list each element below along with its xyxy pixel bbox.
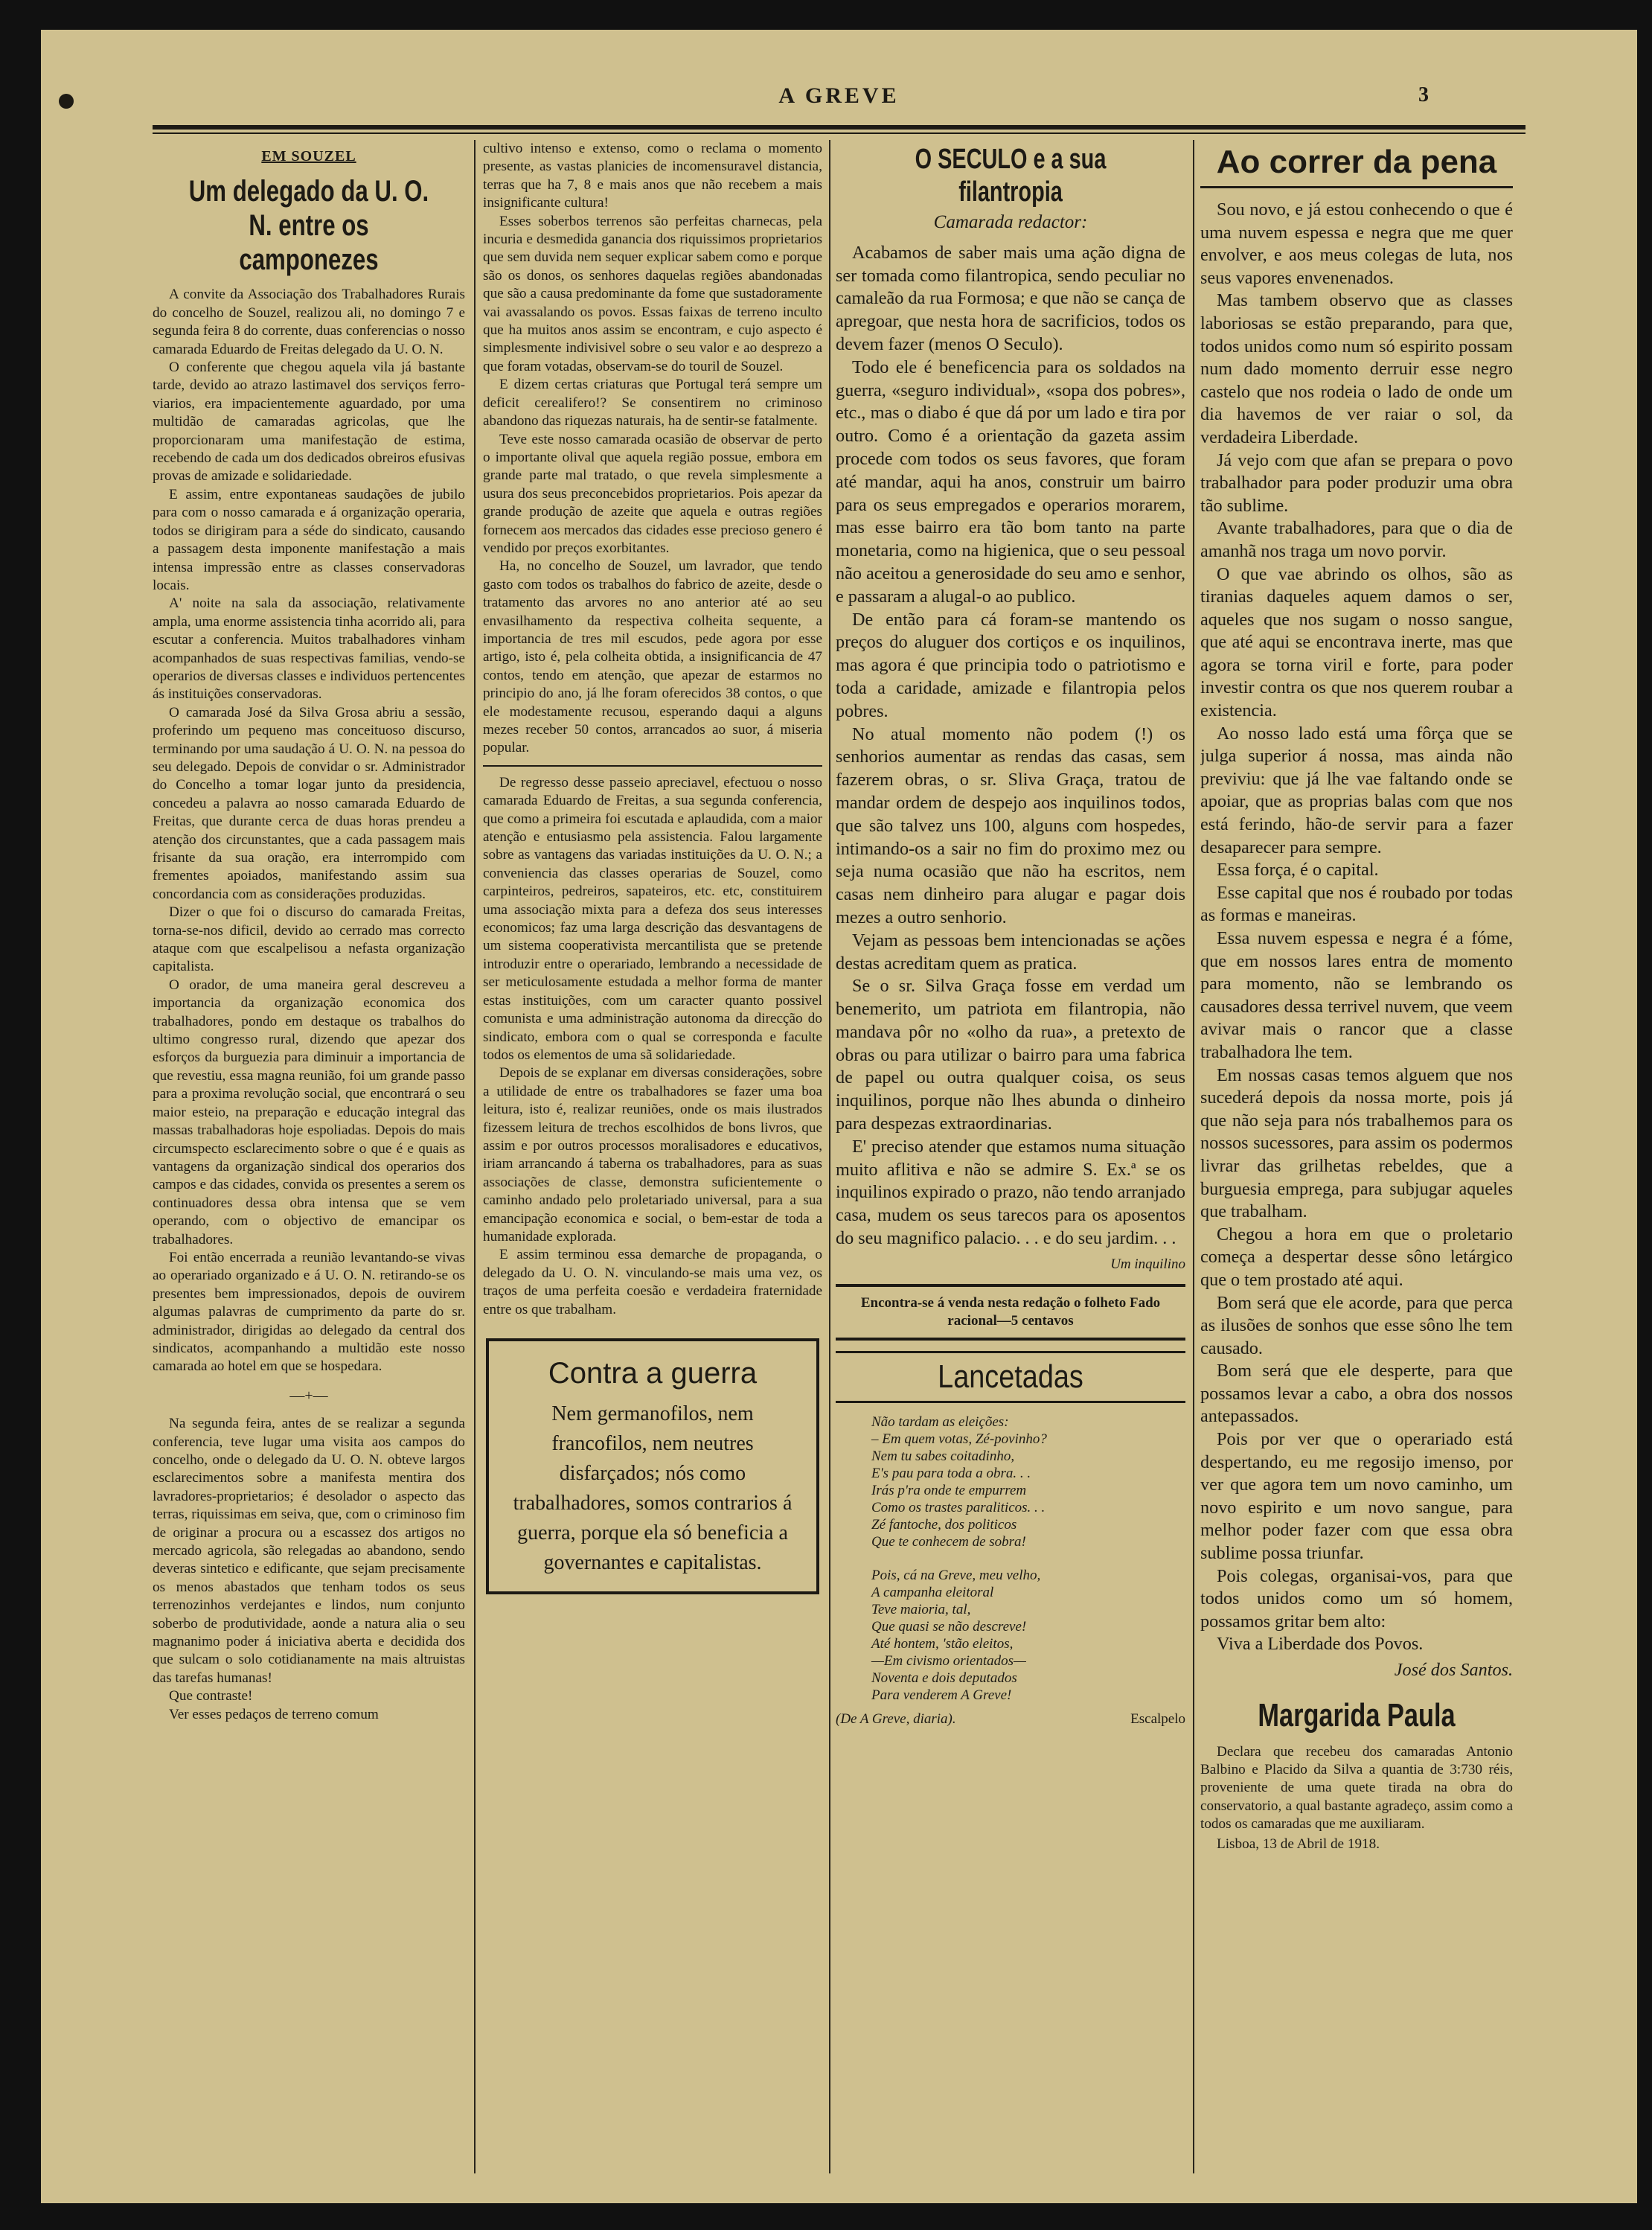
paragraph: No atual momento não podem (!) os senhorios aumentar as rendas das casas, sem fazerem obras, o sr. Sliva Graça, tratou de mandar ordem de despejo aos inquilinos todos, que são talvez uns 100, alguns com hospedes, intimando-os a sair no fim do proximo mez ou seja numa ocasião que não ha escritos, nem casas nem dinheiro para alugar e pagar dois mezes a outro senhorio. [836,723,1185,927]
article-title: O SECULO e a sua filantropia [915,144,1107,208]
poem-line: Até hontem, 'stão eleitos, [871,1635,1014,1652]
paragraph: O orador, de uma maneira geral descreveu a importancia da organização economica dos trabalhadores, pondo em destaque os trabalhos do ultimo congresso rural, dizendo que apezar dos esforços da burguezia para diminuir a importancia de que revestiu, essa magna reunião, foi um grande passo para a proxima revolução social, que encontrará o seu maior esteio, na preparação e educação integral das massas trabalhadoras hoje espoliadas. Depois do mais circumspecto esclarecimento sobre o que é e quais as vantagens da organização sindical dos operarios dos campos e das cidades, convida os presentes a serem os continuadores dessa obra intensa que se vem operando, com o objectivo de emancipar os trabalhadores. [153,977,465,1247]
notice-title: Margarida Paula [1258,1696,1456,1734]
paragraph: E' preciso atender que estamos numa situação muito aflitiva e não se admire S. Ex.ª se os inquilinos expirado o prazo, não tendo arranjado casa, mudem os seus tarecos para os aposentos do seu magnifico palacio. . . e do seu jardim. . . [836,1136,1185,1249]
poem-footer [836,1708,1185,1731]
paragraph: Foi então encerrada a reunião levantando-se vivas ao operariado organizado e á U. O. N. retirando-se os presentes bem impressionados, depois de ouvirem algumas palavras de cumprimento da parte do sr. administrador, dirigidas ao delegado da central dos sindicatos, acompanhando a multidão este nosso camarada ao hotel em que se hospedara. [153,1249,465,1375]
paragraph: A' noite na sala da associação, relativamente ampla, uma enorme assistencia tinha acorrido ali, para escutar a conferencia. Muitos trabalhadores vinham acompanhados de suas respectivas familias, vendo-se operarios de diversas classes e individuos pertencentes ás instituições conservadoras. [153,595,465,703]
paragraph: Ha, no concelho de Souzel, um lavrador, que tendo gasto com todos os trabalhos do fabrico de azeite, desde o tratamento das arvores no ano anterior até ao seu envasilhamento da respectiva colheita sequente, a importancia de tres mil escudos, pede agora por esse artigo, isto é, pela colheita obtida, a insignificancia de 47 contos, tendo em atenção, que apezar de estarmos no principio do ano, já lhe foram oferecidos 38 contos, o que ele modestamente recusou, esperando daqui a alguns mezes receber 50 contos, arrancados ao suor, á miseria popular. [483,558,822,756]
paragraph: Bom será que ele desperte, para que possamos levar a cabo, a obra dos nossos antepassados. [1200,1361,1513,1427]
paragraph: Acabamos de saber mais uma ação digna de ser tomada como filantropica, sendo peculiar no camaleão da rua Formosa; e que não se cança de apregoar, que nesta hora de sacrificios, todos os devem fazer (menos O Seculo). [836,242,1185,354]
section-separator: —+— [289,1387,328,1404]
page-header [41,83,1637,113]
poem-line: Teve maioria, tal, [871,1601,971,1617]
paragraph: O camarada José da Silva Grosa abriu a sessão, proferindo um pequeno mas conceituoso discurso, terminando por uma saudação á U. O. N. na pessoa do seu delegado. Depois de convidar o sr. Administrador do Concelho a tomar logar junto da presidencia, concedeu a palavra ao nosso camarada Eduardo de Freitas, que durante cerca de duas horas prendeu a atenção dos circunstantes, que a cada passagem mais frisante da sua oração, era interrompido com frementes apoiados, manifestando assim sua concordancia com as considerações produzidas. [153,704,465,902]
salutation: Camarada redactor: [933,212,1088,232]
poem-author: Escalpelo [1130,1710,1185,1727]
column-divider [1193,140,1194,2173]
header-rule [153,125,1525,130]
poem [836,1413,1185,1704]
poem-line: A campanha eleitoral [871,1584,994,1600]
page-number: 3 [1418,83,1429,106]
paragraph: cultivo intenso e extenso, como o reclama o momento presente, as vastas planicies de incomensuravel distancia, terras que ha 7, 8 e mais anos que não recebem a mais insignificante cultura! [483,141,822,211]
article-title: Ao correr da pena [1200,143,1513,188]
section-rule [836,1338,1185,1341]
paragraph: E assim terminou essa demarche de propaganda, o delegado da U. O. N. vinculando-se mais uma vez, os traços de uma perfeita coesão e verdadeira fraternidade entre os que trabalham. [483,1247,822,1317]
paragraph: Viva a Liberdade dos Povos. [1217,1634,1424,1655]
paragraph: Dizer o que foi o discurso do camarada Freitas, torna-se-nos dificil, devido ao cerrado mas correcto ataque com que escalpelisou a nefasta organização capitalista. [153,904,465,975]
paragraph: Ao nosso lado está uma fôrça que se julga superior á nossa, mas ainda não previviu: que já lhe vae faltando onde se apoiar, que as proprias balas com que nos está ferindo, hão-de servir para a fazer desaparecer para sempre. [1200,723,1513,857]
column-1 [153,140,465,2181]
box-title: Contra a guerra [548,1357,758,1390]
box-body: Nem germanofilos, nem francofilos, nem neutres disfarçados; nós como trabalhadores, somos contrarios á guerra, porque ela só beneficia a governantes e capitalistas. [513,1402,793,1574]
poem-line: Zé fantoche, dos politicos [871,1516,1017,1533]
poem-line: Como os trastes paraliticos. . . [871,1499,1046,1515]
paragraph: Ver esses pedaços de terreno comum [169,1706,379,1722]
paragraph: Se o sr. Silva Graça fosse em verdad um benemerito, um patriota em filantropia, não mandava pôr no «olho da rua», a pretexto de obras ou para utilizar o bairro para uma fabrica de papel ou outra qualquer coisa, os seus inquilinos, porque não lhes abunda o dinheiro para despezas extraordinarias. [836,976,1185,1134]
paragraph: Pois por ver que o operariado está despertando, eu me regosijo imenso, por ver que agora tem um novo caminho, um novo espirito e um novo sangue, para melhor poder fazer com que essa obra sublime possa triunfar. [1200,1429,1513,1564]
article-body [836,242,1185,1250]
paragraph: Vejam as pessoas bem intencionadas se ações destas acreditam quem as pratica. [836,930,1185,974]
column-4 [1200,140,1513,2181]
stanza-gap [871,1550,1185,1567]
poem-source: (De A Greve, diaria). [836,1710,956,1727]
article-body [1200,199,1513,1656]
column-divider [474,140,476,2173]
header-rule-thin [153,132,1525,134]
paragraph: De então para cá foram-se mantendo os preços do aluguer dos cortiços e os inquilinos, mas agora é que principia todo o patriotismo e toda a caridade, amizade e filantropia pelos pobres. [836,609,1185,721]
poem-line: —Em civismo orientados— [871,1652,1026,1669]
poem-line: – Em quem votas, Zé-povinho? [871,1431,1047,1447]
paragraph: Esses soberbos terrenos são perfeitas charnecas, pela incuria e desmedida ganancia dos riquissimos proprietarios que sem duvida nem sequer explicar sabem como e porque são os donos, os senhores daquelas regiões abandonadas que são a causa predominante da fome que sustadoramente vai avassalando os povos. Essas faixas de terreno inculto que ha muitos anos assim se encontram, e cujo aspecto é simplesmente indivisivel sobre o seu valor e ao desprezo a que foram votadas, observam-se do touril de Souzel. [483,213,822,374]
poem-line: Que te conhecem de sobra! [871,1533,1026,1550]
contra-guerra-box [486,1338,819,1594]
paragraph: Pois colegas, organisai-vos, para que todos unidos como um só homem, possamos gritar bem alto: [1200,1565,1513,1632]
paragraph: O que vae abrindo os olhos, são as tiranias daqueles aquem damos o ser, aqueles que nos sugam o nosso sangue, que até aqui se encontrava inerte, mas que agora se torna viril e forte, para poder investir contra os que nos querem roubar a existencia. [1200,563,1513,721]
section-rule [836,1284,1185,1287]
paragraph: E dizem certas criaturas que Portugal terá sempre um deficit cerealifero!? Se consentirem no criminoso abandono das riquezas naturais, ha de sentir-se fatalmente. [483,377,822,429]
paragraph: Em nossas casas temos alguem que nos sucederá depois da nossa morte, pois já que não seja para nós trabalhemos para os nossos sucessores, para assim os podermos livrar das grilhetas rebeldes, que a burguesia emprega, para subjugar aqueles que trabalham. [1200,1064,1513,1222]
poem-line: E's pau para toda a obra. . . [871,1465,1031,1481]
paragraph: Teve este nosso camarada ocasião de observar de perto o importante olival que aquela região possue, embora em grande parte mal tratado, o que revela simplesmente a usura dos seus preconcebidos proprietarios. Pois apezar da grande produção de azeite que aquela e outras regiões fornecem aos mercados das cidades esse precioso genero é vendido por preços exorbitantes. [483,431,822,556]
newspaper-title: A GREVE [778,83,900,108]
paragraph: Esse capital que nos é roubado por todas as formas e maneiras. [1200,882,1513,926]
article-body [153,286,465,1376]
lancetadas-banner [836,1351,1185,1403]
sale-notice: Encontra-se á venda nesta redação o folheto Fado racional—5 centavos [860,1294,1161,1329]
signature: José dos Santos. [1394,1660,1513,1680]
poem-line: Irás p'ra onde te empurrem [871,1482,1027,1498]
poem-line: Não tardam as eleições: [871,1413,1009,1430]
paragraph: Depois de se explanar em diversas considerações, sobre a utilidade de entre os trabalhadores se fazer uma boa leitura, isto é, realizar reuniões, onde os mais ilustrados fizessem leitura de trechos escolhidos de bons livros, que assim e por outros processos moralisadores e educativos, iriam arrancando á taberna os trabalhadores, para as suas associações de classe, demonstra suficientemente o caminho andado pelo proletariado universal, para a sua emancipação economica e social, o bem-estar de toda a humanidade explorada. [483,1065,822,1245]
paragraph: Já vejo com que afan se prepara o povo trabalhador para poder produzir uma obra tão sublime. [1200,450,1513,516]
poem-line: Pois, cá na Greve, meu velho, [871,1567,1041,1583]
paragraph: Mas tambem observo que as classes laboriosas se estão preparando, para que, todos unidos como num só espirito possam num dado momento derruir esse negro castelo que nos rodeia o lado de onde um dia havemos de ver raiar o sol, da verdadeira Liberdade. [1200,290,1513,447]
article-body-continued [483,774,822,1319]
poem-line: Nem tu sabes coitadinho, [871,1448,1015,1464]
paragraph: Na segunda feira, antes de se realizar a segunda conferencia, teve lugar uma visita aos campos do concelho, onde o delegado da U. O. N. obteve largos esclarecimentos sobre a manifesta mentira dos lavradores-proprietarios; é desolador o aspecto das terras, riquissimas em seiva, que, com o criminoso fim de originar a procura ou a escassez dos artigos no mercado agricola, são relegadas ao abandono, sendo deveras sintetico e edificante, que sejam precisamente os menos abastados que tenham todos os seus terrenozinhos verdejantes e lindos, num conjunto soberbo de produtividade, aonde a natura alia o seu magnanimo poder á iniciativa aberta e decidida dos que sulcam o solo cotidianamente na mais altruistas das tarefas humanas! [153,1416,465,1686]
paragraph: Todo ele é beneficencia para os soldados na guerra, «seguro individual», «sopa dos pobres», etc., mas o diabo é que dá por um lado e tira por outro. Como é a orientação da gazeta assim procede com todos os seus favores, que foram até mandar, aqui ha anos, construir um bairro para os seus empregados e operarios morarem, mas esse bairro era tão bom tanto na parte monetaria, como na higienica, que o seu pessoal não aceitou a generosidade do seu amo e senhor, e passaram a alugal-o ao publico. [836,357,1185,607]
column-3 [836,140,1185,2181]
paragraph: Que contraste! [169,1688,253,1705]
paragraph: De regresso desse passeio apreciavel, efectuou o nosso camarada Eduardo de Freitas, a sua segunda conferencia, que como a primeira foi escutada e aplaudida, com a maior atenção e entusiasmo pela assistencia. Falou largamente sobre as vantagens das variadas instituições da U. O. N.; a conveniencia das classes operarias de Souzel, como carpinteiros, pedreiros, sapateiros, etc. etc, constituirem uma associação mixta para a defeza dos seus interesses economicos; faz uma larga descrição das desvantagens de um sistema cooperativista mercantilista que se pretende introduzir entre o operariado, lembrando a necessidade de ser meticulosamente estudada a melhor forma de manter estas instituições, com um caracter quanto possivel comunista e uma administração autonoma da direcção do sindicato, embora com o qual se corresponda e faculte todos os elementos de uma sã solidariedade. [483,774,822,1063]
paragraph: Essa nuvem espessa e negra é a fóme, que em nossos lares entra de momento para momento, não se lembrando os causadores dessa terrivel nuvem, que veem avivar mais o rancor que a classe trabalhadora lhe tem. [1200,928,1513,1062]
column-2 [483,140,822,2181]
paragraph: Chegou a hora em que o proletario começa a despertar desse sôno letárgico que o tem prostado até aqui. [1200,1224,1513,1290]
paragraph: O conferente que chegou aquela vila já bastante tarde, devido ao atrazo lastimavel dos serviços ferro-viarios, era impacientemente aguardado, por uma multidão de camaradas agricolas, que lhe proporcionaram uma manifestação de estima, recebendo de cada um dos dedicados obreiros efusivas provas de amizade e solidariedade. [153,360,465,485]
paragraph: E assim, entre expontaneas saudações de jubilo para com o nosso camarada e á organização operaria, todos se dirigiram para a séde do sindicato, causando a passagem desta imponente manifestação a mais intensa impressão entre as classes conservadoras locais. [153,486,465,593]
article-body [483,140,822,758]
poem-line: Noventa e dois deputados [871,1670,1017,1686]
section-rule [483,765,822,767]
column-divider [829,140,830,2173]
paragraph: Bom será que ele acorde, para que perca as ilusões de sonhos que esse sôno lhe tem causado. [1200,1292,1513,1358]
paragraph: Sou novo, e já estou conhecendo o que é uma nuvem espessa e negra que me quer envolver, e aos meus colegas de luta, nos seus vapores envenenados. [1200,199,1513,288]
lancetadas-title: Lancetadas [938,1358,1083,1395]
signature: Um inquilino [1110,1256,1185,1272]
notice-date: Lisboa, 13 de Abril de 1918. [1217,1836,1380,1852]
poem-line: Que quasi se não descreve! [871,1618,1027,1635]
newspaper-page [41,30,1637,2203]
paragraph: Essa força, é o capital. [1217,860,1379,881]
paragraph: Avante trabalhadores, para que o dia de amanhã nos traga um novo porvir. [1200,518,1513,561]
paragraph: A convite da Associação dos Trabalhadores Rurais do concelho de Souzel, realizou ali, no domingo 7 e segunda feira 8 do corrente, duas conferencias o nosso camarada Eduardo de Freitas delegado da U. O. N. [153,287,465,357]
article-body-continued [153,1415,465,1724]
article-headline: Um delegado da U. O. N. entre os camponezes [188,175,429,277]
notice-body [1200,1743,1513,1853]
poem-line: Para venderem A Greve! [871,1687,1012,1703]
paragraph: Declara que recebeu dos camaradas Antonio Balbino e Placido da Silva a quantia de 3:730 réis, proveniente de uma quete tirada na obra do conservatorio, a qual bastante agradeço, assim como a todos os camaradas que me auxiliaram. [1200,1743,1513,1833]
article-kicker: EM SOUZEL [261,148,356,164]
